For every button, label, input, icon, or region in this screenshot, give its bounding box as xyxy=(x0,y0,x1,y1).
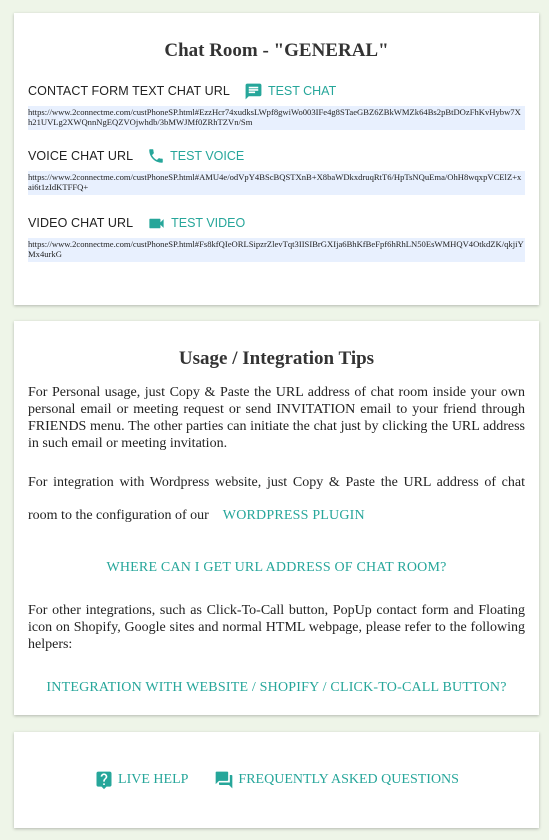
wordpress-paragraph xyxy=(28,466,525,532)
contact-chat-label: CONTACT FORM TEXT CHAT URL xyxy=(28,84,230,98)
other-integrations-text: For other integrations, such as Click-To-Call button, PopUp contact form and Floating icon on Shopify, Google sites and normal HTML webpage, please refer to the following helpers: xyxy=(28,603,525,652)
video-chat-url[interactable]: https://www.2connectme.com/custPhoneSP.html#Fs8kfQIeORLSipzrZlevTqt3IISIBrGXIja6BhKfBeFpf6hRhLN50EsWMHQV4OtkdZK/qkjiYMx4urkG xyxy=(28,238,525,262)
chat-icon xyxy=(244,82,263,101)
video-chat-label: VIDEO CHAT URL xyxy=(28,216,134,230)
integration-link[interactable]: INTEGRATION WITH WEBSITE / SHOPIFY / CLICK-TO-CALL BUTTON? xyxy=(46,680,507,695)
forum-icon xyxy=(214,770,234,790)
test-video-label: TEST VIDEO xyxy=(171,216,246,230)
wordpress-plugin-link[interactable]: WORDPRESS PLUGIN xyxy=(222,508,365,523)
help-card xyxy=(14,732,539,828)
where-url-row xyxy=(14,558,539,576)
personal-usage-text: For Personal usage, just Copy & Paste the URL address of chat room inside your own personal email or meeting request or send INVITATION email to your friend through FRIENDS menu. The other parties can initiate the chat just by clicking the URL address in such email or meeting invitation. xyxy=(28,385,525,451)
faq-label: FREQUENTLY ASKED QUESTIONS xyxy=(238,772,459,787)
phone-icon xyxy=(147,147,165,165)
integration-row xyxy=(14,678,539,696)
voice-chat-label: VOICE CHAT URL xyxy=(28,149,134,163)
wordpress-text: For integration with Wordpress website, just Copy & Paste the URL address of chat room to the configuration of our xyxy=(28,475,525,523)
voice-chat-url[interactable]: https://www.2connectme.com/custPhoneSP.html#AMU4e/odVpY4BScBQSTXnB+X8baWDkxdruqRtT6/HpTsNQuEma/OhH8wqxpVCElZ+xai6t1zIdKTFFQ+ xyxy=(28,171,525,195)
voice-chat-row xyxy=(14,143,539,169)
live-help-link[interactable] xyxy=(94,770,188,790)
test-chat-label: TEST CHAT xyxy=(267,84,337,98)
live-help-label: LIVE HELP xyxy=(118,772,189,787)
videocam-icon xyxy=(147,214,166,233)
tips-title: Usage / Integration Tips xyxy=(178,348,375,369)
help-icon xyxy=(94,770,114,790)
faq-link[interactable] xyxy=(214,770,459,790)
chat-room-card xyxy=(14,13,539,305)
contact-chat-row xyxy=(14,78,539,104)
test-voice-button[interactable] xyxy=(147,147,244,165)
test-chat-button[interactable] xyxy=(244,82,336,101)
contact-chat-url[interactable]: https://www.2connectme.com/custPhoneSP.html#EzzHcr74xudksLWpf8gwiWo003IFe4g8STaeGBZ6ZBkWMZk64Bs2pBtDOzFhKvHybw7Xh21UVLg2XWQnnNgEQZVOjwhdb/3bMWJMf0ZRhTZVn/Sm xyxy=(28,106,525,130)
chat-room-title: Chat Room - "GENERAL" xyxy=(164,40,389,61)
tips-card xyxy=(14,321,539,715)
test-video-button[interactable] xyxy=(147,214,245,233)
where-url-link[interactable]: WHERE CAN I GET URL ADDRESS OF CHAT ROOM? xyxy=(106,560,447,575)
test-voice-label: TEST VOICE xyxy=(170,149,245,163)
video-chat-row xyxy=(14,210,539,236)
